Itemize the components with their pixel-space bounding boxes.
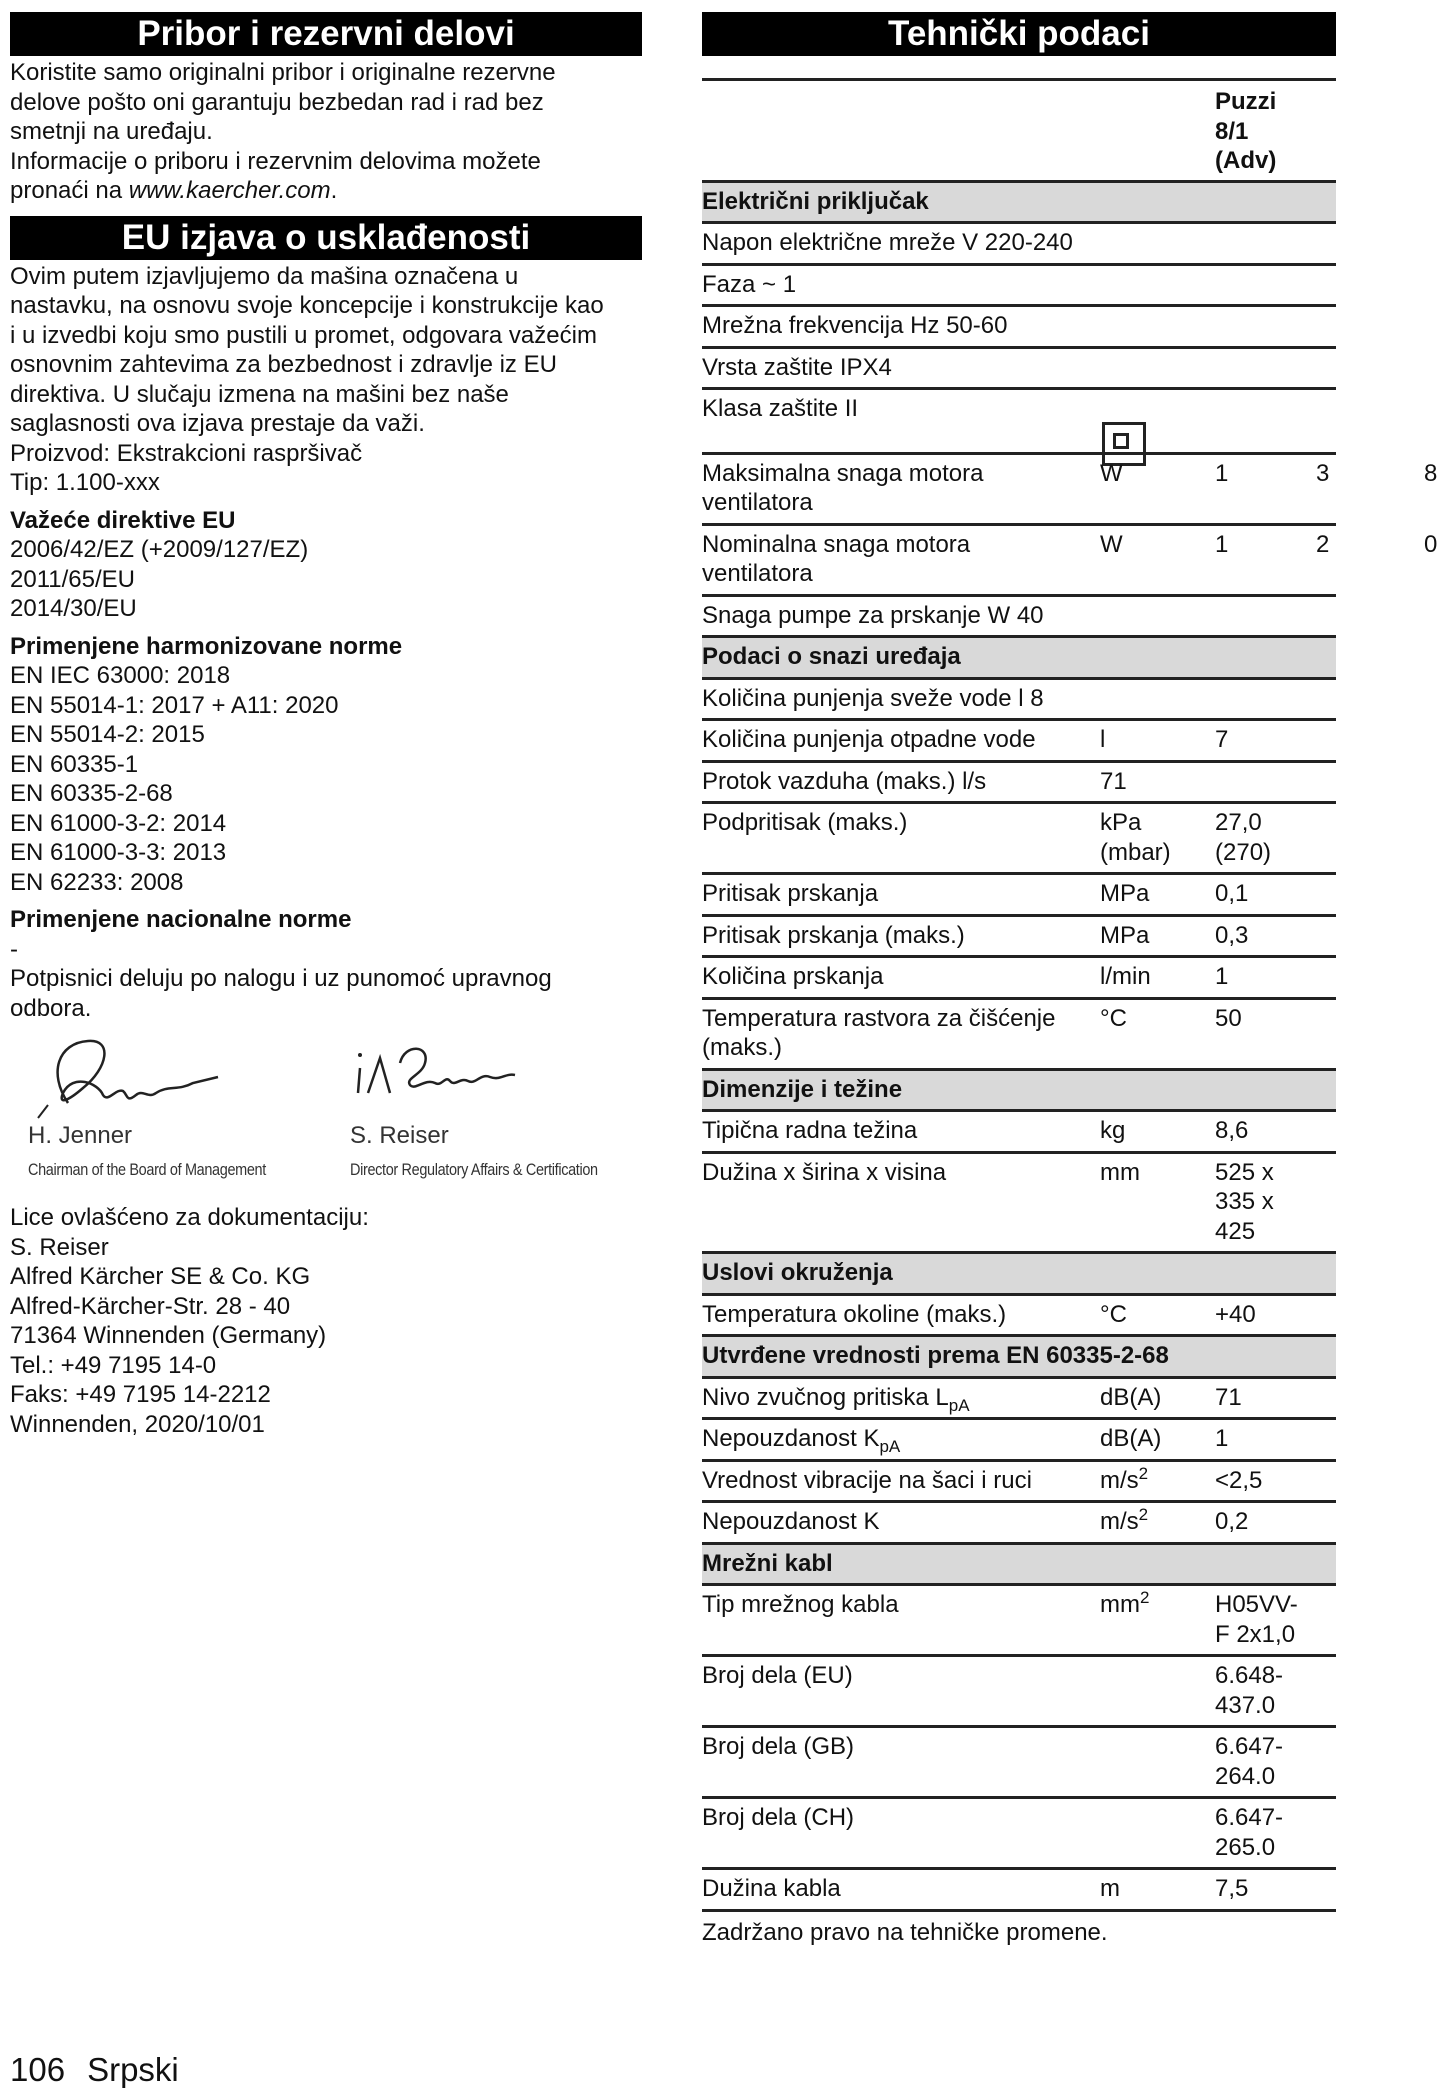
language-label: Srpski bbox=[87, 2051, 179, 2088]
text-line: Winnenden, 2020/10/01 bbox=[10, 1410, 265, 1438]
list-item: EN 61000-3-3: 2013 bbox=[10, 839, 227, 866]
table-row: Dužina x širina x visina mm 525 x 335 x 425 bbox=[702, 1154, 1336, 1255]
harmonized-norms-list bbox=[10, 661, 642, 897]
table-row: Broj dela (GB) 6.647- 264.0 bbox=[702, 1728, 1336, 1799]
text-line: Koristite samo originalni pribor i originalne rezervne bbox=[10, 59, 556, 86]
text-line: Proizvod: Ekstrakcioni raspršivač bbox=[10, 439, 363, 467]
handwritten-signature-icon bbox=[350, 1033, 530, 1113]
category-dimensions: Dimenzije i težine bbox=[702, 1071, 1336, 1113]
national-norms-value: - bbox=[10, 935, 18, 963]
spec-table bbox=[702, 78, 1438, 1912]
table-header bbox=[702, 81, 1336, 183]
signer-name: S. Reiser bbox=[350, 1122, 449, 1149]
table-row: Snaga pumpe za prskanje W 40 bbox=[702, 597, 1336, 639]
text-line: Tip: 1.100-xxx bbox=[10, 469, 160, 496]
table-row: Napon električne mreže V 220-240 bbox=[702, 224, 1336, 266]
right-column bbox=[702, 12, 1438, 1947]
category-performance: Podaci o snazi uređaja bbox=[702, 638, 1336, 680]
documentation-contact bbox=[10, 1203, 642, 1439]
table-row: Pritisak prskanja MPa 0,1 bbox=[702, 875, 1336, 917]
list-item: 2006/42/EZ (+2009/127/EZ) bbox=[10, 536, 309, 563]
table-row: Količina punjenja sveže vode l 8 bbox=[702, 680, 1336, 722]
directives-list bbox=[10, 535, 642, 624]
signatures bbox=[10, 1033, 642, 1203]
eu-intro bbox=[10, 262, 642, 498]
table-row: Vrsta zaštite IPX4 bbox=[702, 349, 1336, 391]
text-line: Ovim putem izjavljujemo da mašina označena u bbox=[10, 262, 519, 290]
technical-changes-note: Zadržano pravo na tehničke promene. bbox=[702, 1918, 1108, 1946]
national-norms-heading: Primenjene nacionalne norme bbox=[10, 906, 352, 933]
category-electrical: Električni priključak bbox=[702, 183, 1336, 225]
list-item: EN 55014-2: 2015 bbox=[10, 721, 205, 748]
text-line: Potpisnici deluju po nalogu i uz punomoć upravnog bbox=[10, 965, 552, 992]
list-item: 2014/30/EU bbox=[10, 595, 137, 622]
accessories-heading: Pribor i rezervni delovi bbox=[10, 12, 642, 56]
accessories-text bbox=[10, 58, 642, 206]
model-name: Puzzi 8/1 (Adv) bbox=[1215, 88, 1277, 174]
list-item: EN 55014-1: 2017 + A11: 2020 bbox=[10, 691, 339, 719]
table-row: Nivo zvučnog pritiska $L_{pA}$ dB(A) 71 bbox=[702, 1379, 1336, 1421]
list-item: 2011/65/EU bbox=[10, 565, 135, 593]
category-cable: Mrežni kabl bbox=[702, 1545, 1336, 1587]
table-row: Broj dela (EU) 6.648- 437.0 bbox=[702, 1657, 1336, 1728]
signer-role: Director Regulatory Affairs & Certification bbox=[350, 1160, 598, 1179]
table-row: Nominalna snaga motora ventilatora W 1 2 0 bbox=[702, 526, 1336, 597]
table-row: Temperatura rastvora za čišćenje (maks.) °C 50 bbox=[702, 1000, 1336, 1071]
text-line: i u izvedbi koju smo pustili u promet, odgovara važećim bbox=[10, 321, 597, 349]
category-ambient: Uslovi okruženja bbox=[702, 1254, 1336, 1296]
text-line: Alfred-Kärcher-Str. 28 - 40 bbox=[10, 1292, 291, 1320]
table-row: Pritisak prskanja (maks.) MPa 0,3 bbox=[702, 917, 1336, 959]
table-row: Nepouzdanost $K_{pA}$ dB(A) 1 bbox=[702, 1420, 1336, 1462]
text-line: Alfred Kärcher SE & Co. KG bbox=[10, 1263, 311, 1290]
list-item: EN 60335-2-68 bbox=[10, 780, 173, 807]
table-row: Protok vazduha (maks.) l/s 71 bbox=[702, 763, 1336, 805]
handwritten-signature-icon bbox=[28, 1033, 258, 1123]
text-line: Lice ovlašćeno za dokumentaciju: bbox=[10, 1204, 369, 1231]
table-row: Temperatura okoline (maks.) °C +40 bbox=[702, 1296, 1336, 1338]
table-row: Mrežna frekvencija Hz 50-60 bbox=[702, 307, 1336, 349]
table-row: Količina prskanja l/min 1 bbox=[702, 958, 1336, 1000]
text-line: saglasnosti ova izjava prestaje da važi. bbox=[10, 410, 425, 437]
table-row: Broj dela (CH) 6.647- 265.0 bbox=[702, 1799, 1336, 1870]
category-measured-values: Utvrđene vrednosti prema EN 60335-2-68 bbox=[702, 1337, 1336, 1379]
list-item: EN IEC 63000: 2018 bbox=[10, 662, 231, 689]
text-line: direktiva. U slučaju izmena na mašini bez naše bbox=[10, 380, 509, 408]
page-number: 106 bbox=[10, 2051, 66, 2088]
text-line: delove pošto oni garantuju bezbedan rad i rad bez bbox=[10, 88, 544, 116]
table-row: Vrednost vibracije na šaci i ruci $m/s^2$ <2,5 bbox=[702, 1462, 1336, 1504]
table-row: Faza ~ 1 bbox=[702, 266, 1336, 308]
page-footer bbox=[10, 2052, 179, 2088]
text-line: osnovnim zahtevima za bezbednost i zdravlje iz EU bbox=[10, 351, 557, 378]
text-line: smetnji na uređaju. bbox=[10, 118, 213, 145]
table-row: Količina punjenja otpadne vode l 7 bbox=[702, 721, 1336, 763]
text-line: S. Reiser bbox=[10, 1233, 109, 1261]
text-line: 71364 Winnenden (Germany) bbox=[10, 1322, 327, 1349]
text-line: nastavku, na osnovu svoje koncepcije i konstrukcije kao bbox=[10, 292, 604, 319]
table-row: Nepouzdanost K $m/s^2$ 0,2 bbox=[702, 1503, 1336, 1545]
table-row: Dužina kabla m 7,5 bbox=[702, 1870, 1336, 1912]
table-row: Tip mrežnog kabla $mm^2$ H05VV- F 2x1,0 bbox=[702, 1586, 1336, 1657]
table-row: Klasa zaštite II bbox=[702, 390, 1336, 455]
text-line: Tel.: +49 7195 14-0 bbox=[10, 1351, 217, 1379]
list-item: EN 61000-3-2: 2014 bbox=[10, 809, 227, 837]
text-line: Faks: +49 7195 14-2212 bbox=[10, 1381, 271, 1408]
eu-declaration-heading: EU izjava o usklađenosti bbox=[10, 216, 642, 260]
directives-heading: Važeće direktive EU bbox=[10, 506, 236, 534]
left-column bbox=[10, 12, 642, 1439]
list-item: EN 60335-1 bbox=[10, 750, 139, 778]
text-fragment: pronaći na bbox=[10, 177, 129, 204]
text-fragment: . bbox=[330, 177, 338, 204]
technical-data-heading: Tehnički podaci bbox=[702, 12, 1336, 56]
text-line: Informacije o priboru i rezervnim delovima možete bbox=[10, 147, 541, 175]
text-line bbox=[10, 176, 642, 206]
list-item: EN 62233: 2008 bbox=[10, 868, 184, 896]
table-row: Podpritisak (maks.) kPa (mbar) 27,0 (270) bbox=[702, 804, 1336, 875]
signer-role: Chairman of the Board of Management bbox=[28, 1160, 266, 1179]
table-row: Tipična radna težina kg 8,6 bbox=[702, 1112, 1336, 1154]
harmonized-norms-heading: Primenjene harmonizovane norme bbox=[10, 632, 403, 660]
text-line: odbora. bbox=[10, 994, 92, 1022]
website-link[interactable]: www.kaercher.com bbox=[128, 177, 331, 204]
table-row: Maksimalna snaga motora ventilatora W 1 3 8 bbox=[702, 455, 1336, 526]
signer-name: H. Jenner bbox=[28, 1122, 133, 1149]
